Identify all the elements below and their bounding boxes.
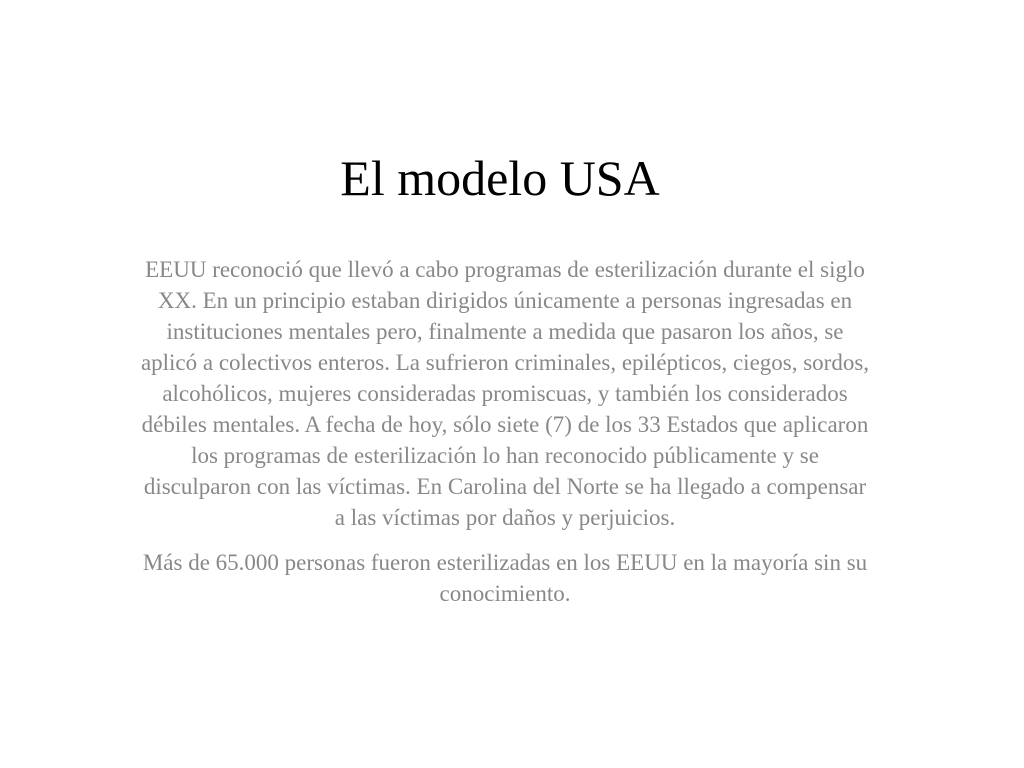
slide-body <box>140 254 870 609</box>
body-paragraph-main: EEUU reconoció que llevó a cabo programas de esterilización durante el siglo XX. En un principio estaban dirigidos únicamente a personas ingresadas en instituciones mentales pero, finalmente a medida que pasaron los años, se aplicó a colectivos enteros. La sufrieron criminales, epilépticos, ciegos, sordos, alcohólicos, mujeres consideradas promiscuas, y también los considerados débiles mentales. A fecha de hoy, sólo siete (7) de los 33 Estados que aplicaron los programas de esterilización lo han reconocido públicamente y se disculparon con las víctimas. En Carolina del Norte se ha llegado a compensar a las víctimas por daños y perjuicios. <box>140 257 870 530</box>
body-paragraph-conclusion: Más de 65.000 personas fueron esterilizadas en los EEUU en la mayoría sin su conocimiento. <box>142 550 868 606</box>
slide-title: El modelo USA <box>340 150 660 206</box>
